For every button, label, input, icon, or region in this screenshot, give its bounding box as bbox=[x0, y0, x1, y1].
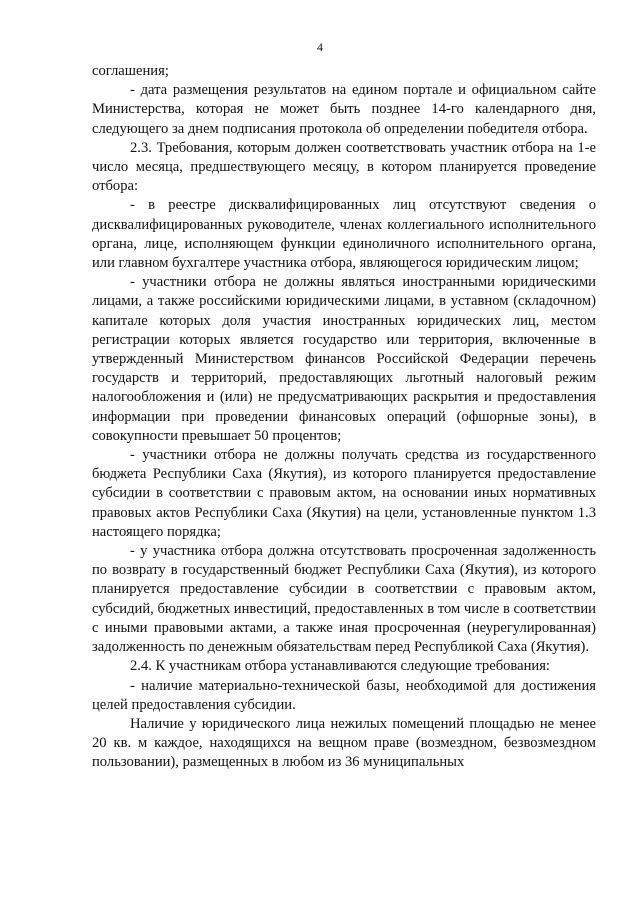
paragraph-section-2-3: 2.3. Требования, которым должен соответствовать участник отбора на 1-е число месяца, предшествующего месяцу, в котором планируется проведение отбора: bbox=[92, 139, 596, 195]
paragraph-foreign-entities: - участники отбора не должны являться иностранными юридическими лицами, а также российскими юридическими лицами, в уставном (складочном) капитале которых доля участия иностранных юридических лиц, местом регистрации которых является государство или территория, включенные в утвержденный Министерством финансов Российской Федерации перечень государств и территорий, предоставляющих льготный налоговый режим налогообложения и (или) не предусматривающих раскрытия и предоставления информации при проведении финансовых операций (офшорные зоны), в совокупности превышает 50 процентов; bbox=[92, 274, 596, 444]
paragraph-budget-funds: - участники отбора не должны получать средства из государственного бюджета Республики Саха (Якутия), из которого планируется предоставление субсидии в соответствии с правовым актом, на основании иных нормативных правовых актов Республики Саха (Якутия) на цели, установленные пунктом 1.3 настоящего порядка; bbox=[92, 447, 596, 540]
paragraph-section-2-4: 2.4. К участникам отбора устанавливаются следующие требования: bbox=[130, 658, 550, 675]
page-number: 4 bbox=[317, 40, 323, 54]
paragraph-disqualified-registry: - в реестре дисквалифицированных лиц отсутствуют сведения о дисквалифицированных руководителе, членах коллегиального исполнительного органа, лице, исполняющем функции единоличного исполнительного органа, или главном бухгалтере участника отбора, являющегося юридическим лицом; bbox=[92, 197, 596, 272]
paragraph-results-date: - дата размещения результатов на едином портале и официальном сайте Министерства, которая не может быть позднее 14-го календарного дня, следующего за днем подписания протокола об определении победителя отбора. bbox=[92, 82, 596, 137]
document-body bbox=[92, 62, 596, 773]
paragraph-agreement-end: соглашения; bbox=[92, 63, 169, 79]
paragraph-material-base: - наличие материально-технической базы, необходимой для достижения целей предоставления субсидии. bbox=[92, 677, 596, 713]
paragraph-overdue-debt: - у участника отбора должна отсутствовать просроченная задолженность по возврату в государственный бюджет Республики Саха (Якутия), из которого планируется предоставление субсидии в соответствии с правовым актом, субсидий, бюджетных инвестиций, предоставленных в том числе в соответствии с иными правовыми актами, а также иная просроченная (неурегулированная) задолженность по денежным обязательствам перед Республикой Саха (Якутия). bbox=[92, 543, 596, 656]
paragraph-premises: Наличие у юридического лица нежилых помещений площадью не менее 20 кв. м каждое, находящихся на вещном праве (возмездном, безвозмездном пользовании), размещенных в любом из 36 муниципальных bbox=[92, 715, 596, 771]
